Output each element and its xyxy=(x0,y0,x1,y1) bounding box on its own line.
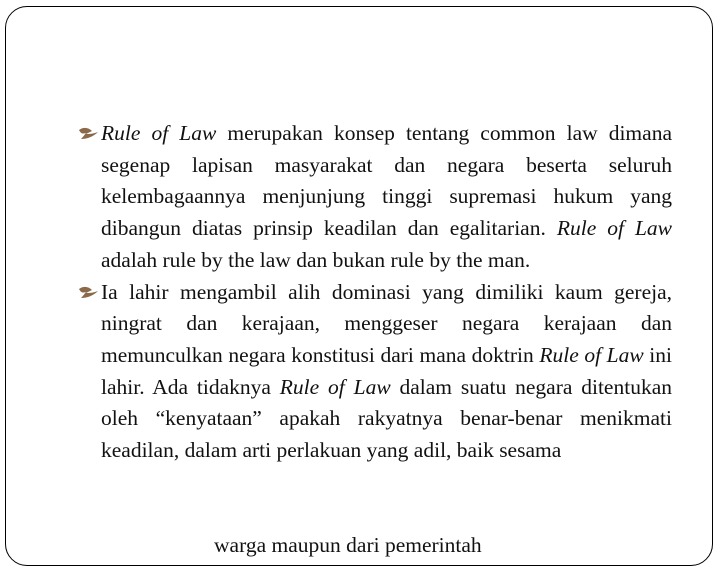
bullet-item-origin xyxy=(78,277,672,467)
italic-term: Rule of Law xyxy=(556,216,673,241)
bullet-text-origin xyxy=(101,280,672,463)
text-segment: Ia lahir mengambil alih dominasi yang dimiliki kaum gereja, ningrat dan kerajaan, menggeser negara kerajaan dan memunculkan negara konstitusi dari mana doktrin xyxy=(101,279,672,367)
bullet-item-rule-of-law xyxy=(78,118,672,277)
slide-content xyxy=(78,118,672,467)
cursive-bullet-icon xyxy=(78,127,99,140)
italic-term: Rule of Law xyxy=(101,121,217,145)
text-segment: merupakan konsep tentang common law dimana segenap lapisan masyarakat dan negara beserta seluruh kelembagaannya menjunjung tinggi supremasi hukum yang dibangun diatas prinsip keadilan dan egalitarian. xyxy=(101,121,672,241)
italic-term: Rule of Law xyxy=(539,342,644,367)
bullet-text-rule-of-law xyxy=(101,121,672,272)
italic-term: Rule of Law xyxy=(279,374,391,399)
text-segment: dalam suatu negara ditentukan oleh “kenyataan” apakah rakyatnya benar-benar menikmati keadilan, dalam arti perlakuan yang adil, baik sesama xyxy=(101,374,672,463)
cutoff-text-line: warga maupun dari pemerintah xyxy=(214,533,482,557)
cursive-bullet-icon xyxy=(78,286,99,299)
text-segment: ini lahir. Ada tidaknya xyxy=(101,342,673,399)
text-segment: adalah rule by the law dan bukan rule by the man. xyxy=(101,247,531,272)
